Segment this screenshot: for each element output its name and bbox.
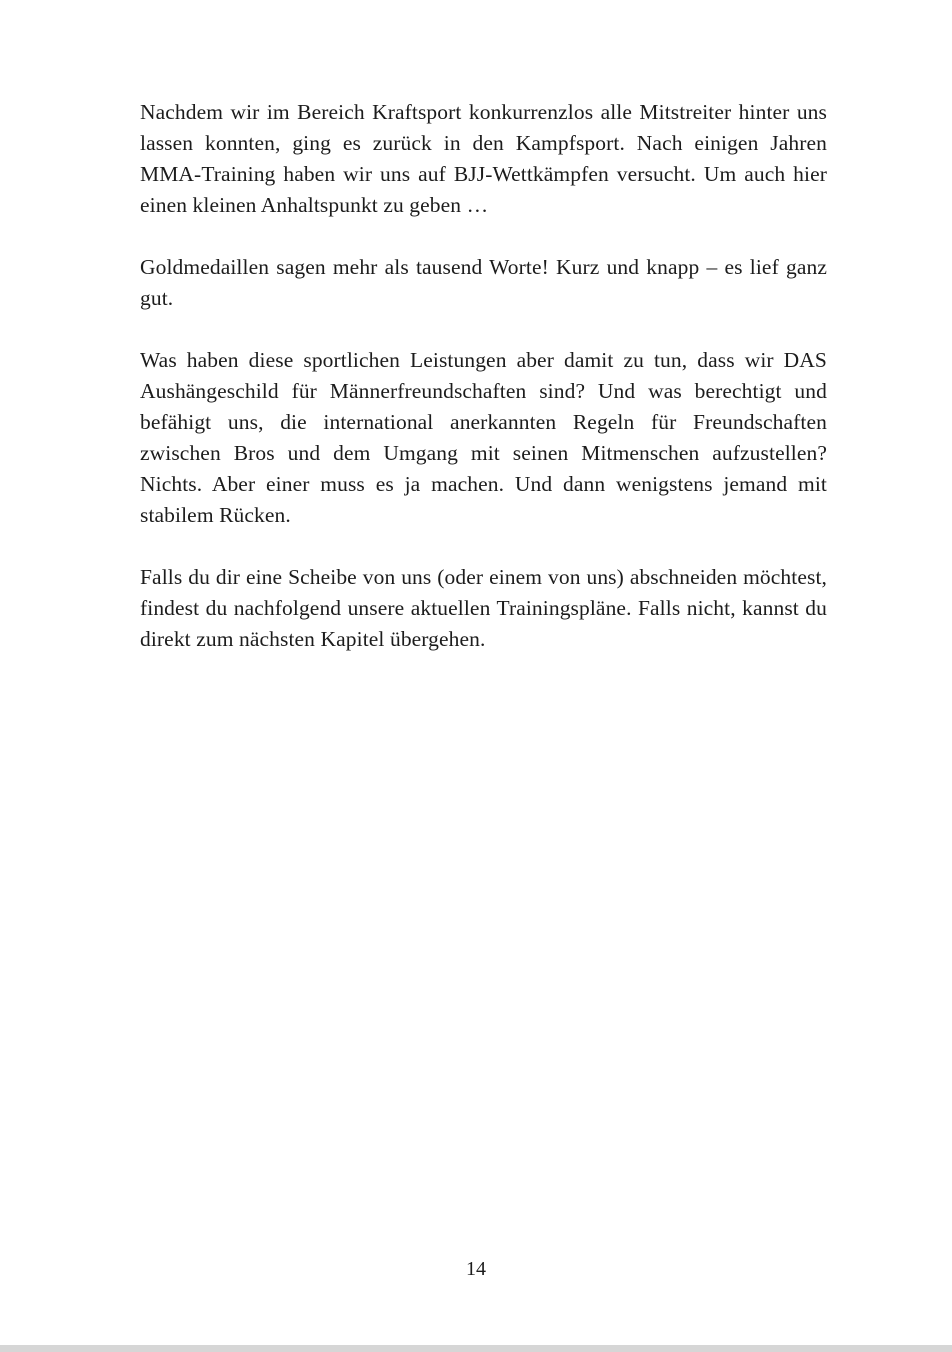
body-text (140, 97, 827, 686)
paragraph-4: Falls du dir eine Scheibe von uns (oder einem von uns) abschneiden möchtest, findest du nachfolgend unsere aktuellen Trainingspläne. Falls nicht, kannst du direkt zum nächsten Kapitel übergehen. (140, 565, 827, 651)
paragraph-1: Nachdem wir im Bereich Kraftsport konkurrenzlos alle Mitstreiter hinter uns lassen konnten, ging es zurück in den Kampfsport. Nach einigen Jahren MMA-Training haben wir uns auf BJJ-Wettkämpfen versucht. Um auch hier einen kleinen Anhaltspunkt zu geben … (140, 100, 827, 217)
paragraph-2: Goldmedaillen sagen mehr als tausend Worte! Kurz und knapp – es lief ganz gut. (140, 255, 827, 310)
page-number: 14 (466, 1258, 486, 1280)
page-bottom-edge (0, 1345, 952, 1352)
paragraph-3: Was haben diese sportlichen Leistungen aber damit zu tun, dass wir DAS Aushängeschild für Männerfreundschaften sind? Und was berechtigt und befähigt uns, die international anerkannten Regeln für Freundschaften zwischen Bros und dem Umgang mit seinen Mitmenschen aufzustellen? Nichts. Aber einer muss es ja machen. Und dann wenigstens jemand mit stabilem Rücken. (140, 348, 827, 527)
